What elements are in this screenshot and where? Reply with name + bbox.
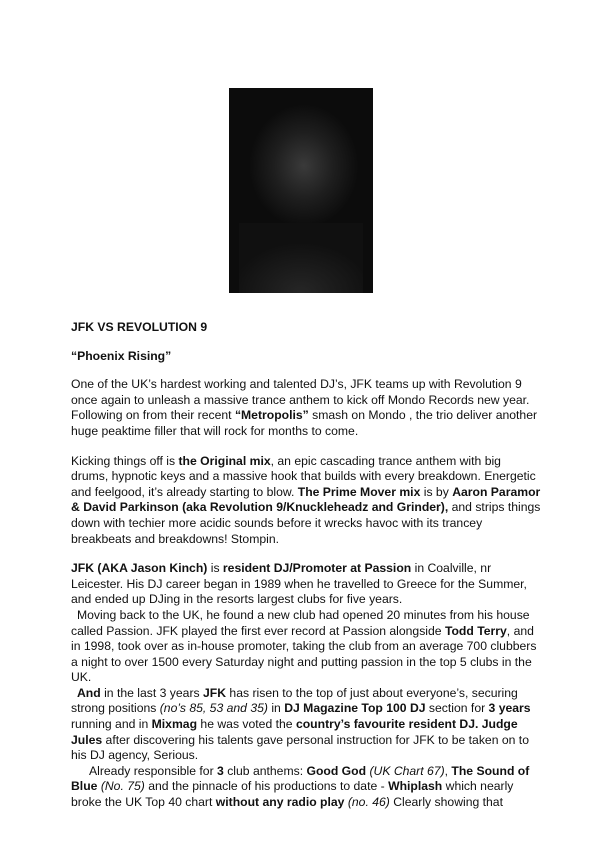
release-subtitle: “Phoenix Rising” xyxy=(71,348,172,363)
paragraph-anthems: Already responsible for 3 club anthems: Good God (UK Chart 67), The Sound of Blue (No. 75) and the pinnacle of his productions to date - Whiplash which nearly broke the UK Top 40 chart without any radio play (no. 46) Clearly showing that xyxy=(71,763,530,810)
paragraph-rankings: And in the last 3 years JFK has risen to the top of just about everyone’s, securing strong positions (no’s 85, 53 and 35) in DJ Magazine Top 100 DJ section for 3 years running and in Mixmag he was voted the country’s favourite resident DJ. Judge Jules after discovering his talents gave personal instruction for JFK to be taken on to his DJ agency, Serious. xyxy=(71,685,531,763)
photo-silhouette xyxy=(239,223,363,293)
press-release-body xyxy=(71,320,541,811)
paragraph-mixes: Kicking things off is the Original mix, an epic cascading trance anthem with big drums, hypnotic keys and a massive hook that builds with every breakdown. Energetic and feelgood, it’s already starting to blow. The Prime Mover mix is by Aaron Paramor & David Parkinson (aka Revolution 9/Knuckleheadz and Grinder), and strips things down with techier more acidic sounds before it wrecks havoc with its trancey breakbeats and breakdowns! Stompin. xyxy=(71,453,541,546)
release-heading: JFK VS REVOLUTION 9 xyxy=(71,320,208,334)
paragraph-intro: One of the UK’s hardest working and talented DJ’s, JFK teams up with Revolution 9 once again to unleash a massive trance anthem to kick off Mondo Records new year. Following on from their recent “Metropolis” smash on Mondo , the trio deliver another huge peaktime filler that will rock for months to come. xyxy=(71,377,538,438)
artist-photo xyxy=(229,88,373,293)
paragraph-bio: JFK (AKA Jason Kinch) is resident DJ/Promoter at Passion in Coalville, nr Leicester. His DJ career began in 1989 when he travelled to Greece for the Summer, and ended up DJing in the resorts largest clubs for five years. xyxy=(71,561,527,607)
paragraph-passion: Moving back to the UK, he found a new club had opened 20 minutes from his house called Passion. JFK played the first ever record at Passion alongside Todd Terry, and in 1998, took over as in-house promoter, taking the club from an average 700 clubbers a night to over 1500 every Saturday night and putting passion in the top 5 clubs in the UK. xyxy=(71,607,537,685)
